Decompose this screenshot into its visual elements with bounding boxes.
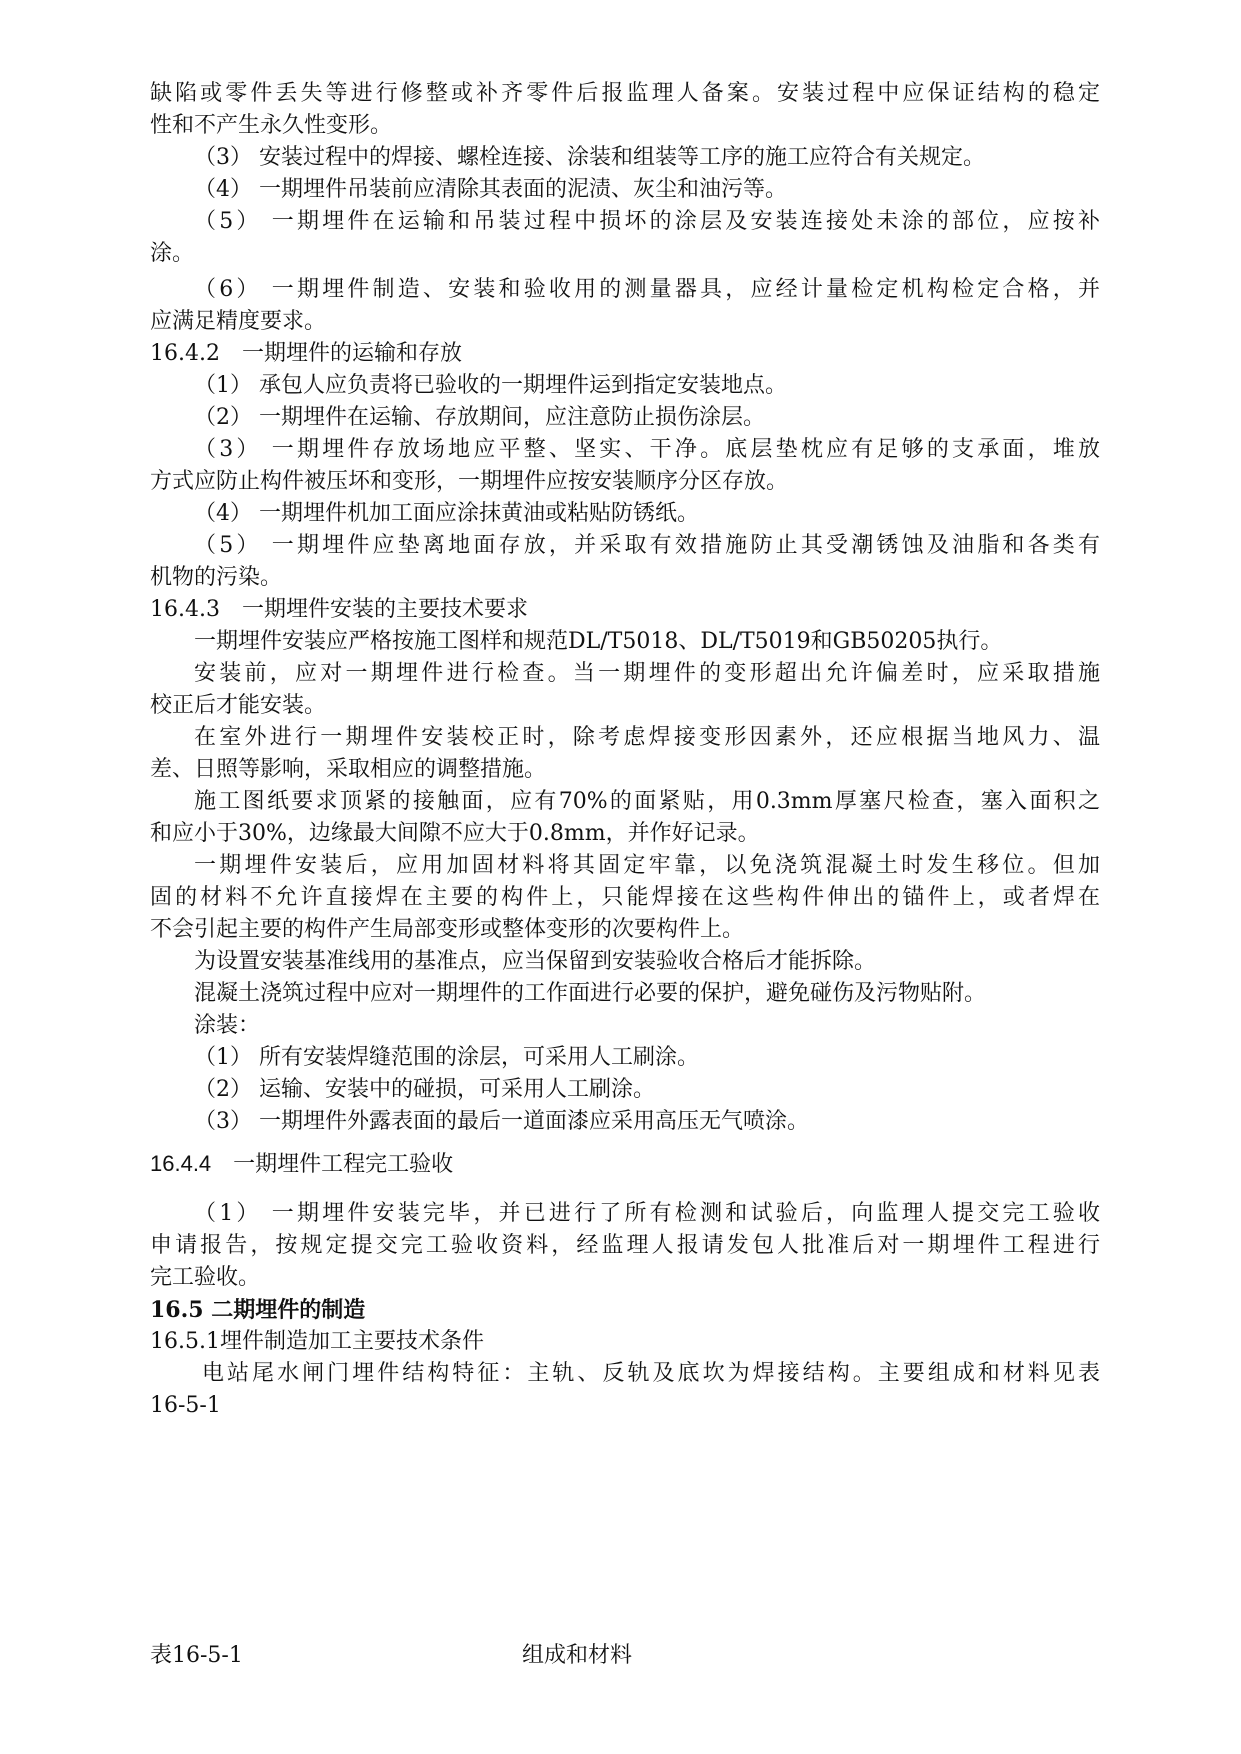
text-line: 为设置安装基准线用的基准点，应当保留到安装验收合格后才能拆除。	[194, 949, 877, 974]
text-line: 固的材料不允许直接焊在主要的构件上，只能焊接在这些构件伸出的锚件上，或者焊在	[150, 885, 1100, 910]
text-line: （1） 所有安装焊缝范围的涂层，可采用人工刷涂。	[194, 1045, 699, 1070]
text-line: 差、日照等影响，采取相应的调整措施。	[150, 757, 547, 782]
text-line: （6） 一期埋件制造、安装和验收用的测量器具，应经计量检定机构检定合格，并	[194, 277, 1100, 302]
text-line: （5） 一期埋件应垫离地面存放，并采取有效措施防止其受潮锈蚀及油脂和各类有	[194, 533, 1100, 558]
text-line: 性和不产生永久性变形。	[150, 113, 393, 138]
text-line: 机物的污染。	[150, 565, 283, 590]
table-number: 表16-5-1	[150, 1643, 243, 1668]
text-line: 申请报告，按规定提交完工验收资料，经监理人报请发包人批准后对一期埋件工程进行	[150, 1233, 1100, 1258]
text-line: 缺陷或零件丢失等进行修整或补齐零件后报监理人备案。安装过程中应保证结构的稳定	[150, 81, 1100, 106]
document-body	[150, 78, 1100, 1422]
text-line: （1） 一期埋件安装完毕，并已进行了所有检测和试验后，向监理人提交完工验收	[194, 1201, 1100, 1226]
text-line: 一期埋件安装后，应用加固材料将其固定牢靠，以免浇筑混凝土时发生移位。但加	[194, 853, 1100, 878]
text-line: 校正后才能安装。	[150, 693, 327, 718]
text-line: （2） 一期埋件在运输、存放期间，应注意防止损伤涂层。	[194, 405, 765, 430]
text-line: （1） 承包人应负责将已验收的一期埋件运到指定安装地点。	[194, 373, 787, 398]
text-line: 16.4.3 一期埋件安装的主要技术要求	[150, 597, 528, 622]
text-line: 方式应防止构件被压坏和变形，一期埋件应按安装顺序分区存放。	[150, 469, 789, 494]
text-line: 应满足精度要求。	[150, 309, 327, 334]
text-line: （3） 一期埋件存放场地应平整、坚实、干净。底层垫枕应有足够的支承面，堆放	[194, 437, 1100, 462]
text-lines	[150, 78, 1100, 1422]
text-line: 16.5.1埋件制造加工主要技术条件	[150, 1329, 484, 1354]
text-line: 混凝土浇筑过程中应对一期埋件的工作面进行必要的保护，避免碰伤及污物贴附。	[194, 981, 987, 1006]
text-line: 和应小于30%，边缘最大间隙不应大于0.8mm，并作好记录。	[150, 821, 760, 846]
text-line: （2） 运输、安装中的碰损，可采用人工刷涂。	[194, 1077, 655, 1102]
text-line: 16-5-1	[150, 1393, 221, 1418]
text-line: 一期埋件安装应严格按施工图样和规范DL/T5018、DL/T5019和GB50205执行。	[194, 629, 1003, 654]
text-line: 施工图纸要求顶紧的接触面，应有70%的面紧贴，用0.3mm厚塞尺检查，塞入面积之	[194, 789, 1100, 814]
text-line: 安装前，应对一期埋件进行检查。当一期埋件的变形超出允许偏差时，应采取措施	[194, 661, 1100, 686]
text-line: 在室外进行一期埋件安装校正时，除考虑焊接变形因素外，还应根据当地风力、温	[194, 725, 1100, 750]
text-line: 涂装：	[194, 1013, 261, 1038]
text-line: （5） 一期埋件在运输和吊装过程中损坏的涂层及安装连接处未涂的部位，应按补	[194, 209, 1100, 234]
text-line: 电站尾水闸门埋件结构特征：主轨、反轨及底坎为焊接结构。主要组成和材料见表	[202, 1361, 1100, 1386]
text-line: 16.4.4 一期埋件工程完工验收	[150, 1151, 454, 1176]
table-title: 组成和材料	[522, 1643, 633, 1668]
text-line: （3） 一期埋件外露表面的最后一道面漆应采用高压无气喷涂。	[194, 1109, 809, 1134]
text-line: 涂。	[150, 241, 195, 266]
text-line: （3） 安装过程中的焊接、螺栓连接、涂装和组装等工序的施工应符合有关规定。	[194, 145, 985, 170]
text-line: 不会引起主要的构件产生局部变形或整体变形的次要构件上。	[150, 917, 745, 942]
text-line: （4） 一期埋件吊装前应清除其表面的泥渍、灰尘和油污等。	[194, 177, 787, 202]
text-line: 完工验收。	[150, 1265, 261, 1290]
text-line: 16.4.2 一期埋件的运输和存放	[150, 341, 462, 366]
text-line: （4） 一期埋件机加工面应涂抹黄油或粘贴防锈纸。	[194, 501, 699, 526]
text-line: 16.5 二期埋件的制造	[150, 1297, 366, 1323]
